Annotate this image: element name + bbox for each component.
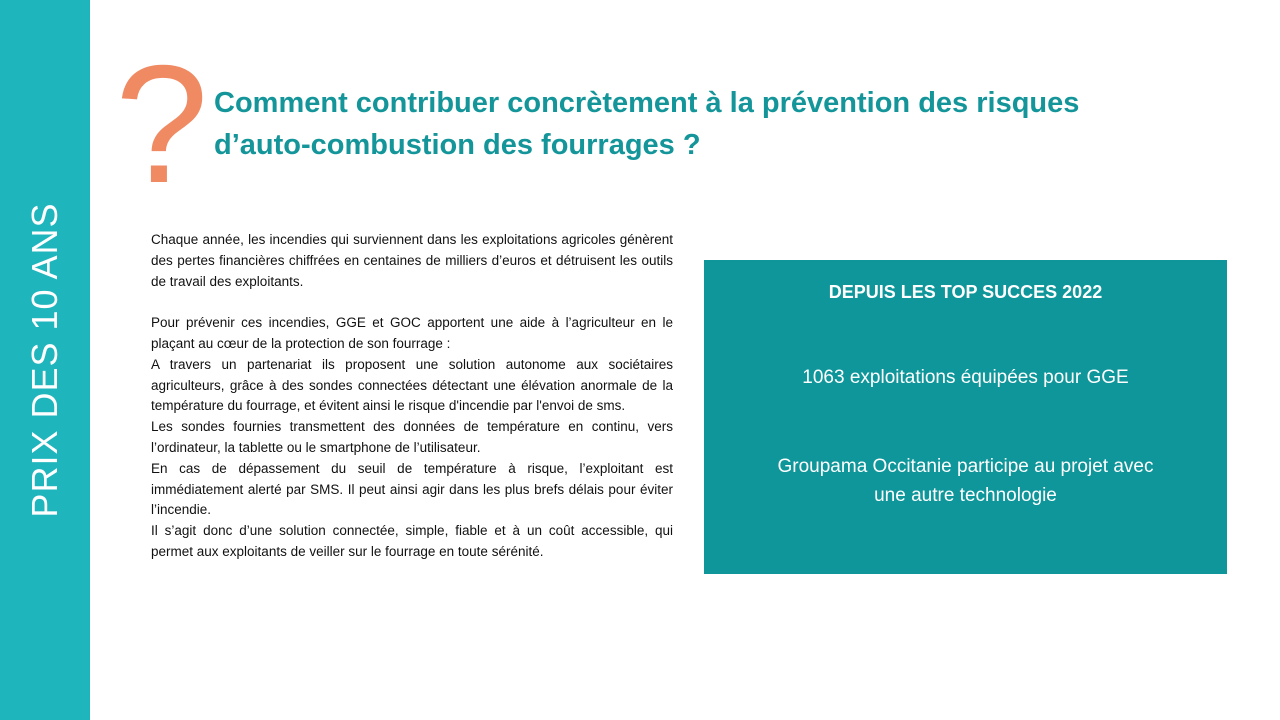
title-line-2: d’auto-combustion des fourrages ? [214,129,701,161]
stat-groupama-occitanie [724,452,1207,510]
paragraph-prevention: Pour prévenir ces incendies, GGE et GOC apportent une aide à l’agriculteur en le plaçant au cœur de la protection de son fourrage : [151,315,673,351]
side-band [0,0,90,720]
title-line-1: Comment contribuer concrètement à la prévention des risques [214,87,1080,119]
stat-groupama-line-1: Groupama Occitanie participe au projet avec [777,456,1154,477]
paragraph-sensors: Les sondes fournies transmettent des données de température en continu, vers l’ordinateur, la tablette ou le smartphone de l’utilisateur. [151,419,673,455]
paragraph-partnership: A travers un partenariat ils proposent une solution autonome aux sociétaires agriculteurs, grâce à des sondes connectées détectant une élévation anormale de la température du fourrage, et évitent ainsi le risque d'incendie par l'envoi de sms. [151,356,673,414]
page-title [214,82,1234,166]
paragraph-alert: En cas de dépassement du seuil de température à risque, l’exploitant est immédiatement alerté par SMS. Il peut ainsi agir dans les plus brefs délais pour éviter l’incendie. [151,460,673,518]
stats-title: DEPUIS LES TOP SUCCES 2022 [828,282,1103,302]
paragraph-conclusion: Il s’agit donc d’une solution connectée, simple, fiable et à un coût accessible, qui permet aux exploitants de veiller sur le fourrage en toute sérénité. [151,523,673,559]
body-text [151,230,673,563]
question-mark-icon: ? [115,30,209,218]
stat-farms-equipped: 1063 exploitations équipées pour GGE [802,367,1129,388]
paragraph-intro: Chaque année, les incendies qui surviennent dans les exploitations agricoles génèrent des pertes financières chiffrées en centaines de milliers d’euros et détruisent les outils de travail des exploitants. [151,232,673,289]
stats-box [704,260,1227,574]
stat-groupama-line-2: une autre technologie [874,485,1057,506]
side-label: PRIX DES 10 ANS [24,202,65,518]
paragraph-gap [151,292,673,313]
